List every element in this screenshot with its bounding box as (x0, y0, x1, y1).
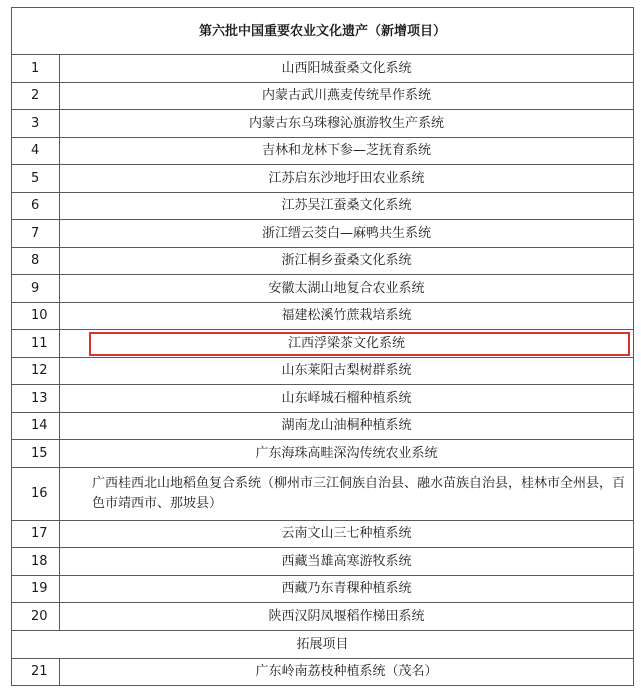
system-name: 福建松溪竹蔗栽培系统 (60, 302, 634, 330)
table-row (12, 82, 634, 110)
title-row (12, 8, 634, 55)
row-number: 18 (12, 548, 60, 576)
system-name: 内蒙古东乌珠穆沁旗游牧生产系统 (60, 110, 634, 138)
system-name: 山东莱阳古梨树群系统 (60, 357, 634, 385)
section-row (12, 630, 634, 658)
row-number: 7 (12, 220, 60, 248)
row-number: 17 (12, 520, 60, 548)
table-title: 第六批中国重要农业文化遗产（新增项目） (12, 8, 634, 55)
table-row (12, 302, 634, 330)
table-row-highlighted (12, 330, 634, 358)
table-row (12, 575, 634, 603)
system-name: 湖南龙山油桐种植系统 (60, 412, 634, 440)
system-name: 山西阳城蚕桑文化系统 (60, 55, 634, 83)
table-row (12, 440, 634, 468)
row-number: 11 (12, 330, 60, 358)
row-number: 8 (12, 247, 60, 275)
system-name: 西藏当雄高寒游牧系统 (60, 548, 634, 576)
table-row (12, 520, 634, 548)
row-number: 14 (12, 412, 60, 440)
table-row (12, 137, 634, 165)
table-row (12, 55, 634, 83)
table-row (12, 192, 634, 220)
row-number: 21 (12, 658, 60, 686)
system-name: 浙江桐乡蚕桑文化系统 (60, 247, 634, 275)
row-number: 4 (12, 137, 60, 165)
table-row (12, 357, 634, 385)
row-number: 16 (12, 467, 60, 520)
system-name: 浙江缙云茭白—麻鸭共生系统 (60, 220, 634, 248)
system-name: 云南文山三七种植系统 (60, 520, 634, 548)
table-row (12, 412, 634, 440)
table-row (12, 603, 634, 631)
row-number: 13 (12, 385, 60, 413)
system-name: 安徽太湖山地复合农业系统 (60, 275, 634, 303)
system-name: 陕西汉阴凤堰稻作梯田系统 (60, 603, 634, 631)
system-name: 广东岭南荔枝种植系统（茂名） (60, 658, 634, 686)
system-name: 西藏乃东青稞种植系统 (60, 575, 634, 603)
system-name: 江西浮梁茶文化系统 (287, 335, 405, 351)
row-number: 9 (12, 275, 60, 303)
row-number: 3 (12, 110, 60, 138)
row-number: 5 (12, 165, 60, 193)
table-row (12, 165, 634, 193)
row-number: 10 (12, 302, 60, 330)
table-row (12, 548, 634, 576)
system-name: 吉林和龙林下参—芝抚育系统 (60, 137, 634, 165)
row-number: 19 (12, 575, 60, 603)
system-name: 山东峄城石榴种植系统 (60, 385, 634, 413)
table-row (12, 247, 634, 275)
table-row (12, 275, 634, 303)
row-number: 2 (12, 82, 60, 110)
section-label: 拓展项目 (12, 630, 634, 658)
system-name: 江苏启东沙地圩田农业系统 (60, 165, 634, 193)
table-row (12, 220, 634, 248)
row-number: 6 (12, 192, 60, 220)
row-number: 20 (12, 603, 60, 631)
system-name: 广西桂西北山地稻鱼复合系统（柳州市三江侗族自治县、融水苗族自治县，桂林市全州县，百色市靖西市、那坡县） (60, 467, 634, 520)
table-row (12, 110, 634, 138)
table-row (12, 467, 634, 520)
row-number: 1 (12, 55, 60, 83)
row-number: 15 (12, 440, 60, 468)
system-name: 江苏吴江蚕桑文化系统 (60, 192, 634, 220)
system-name: 广东海珠高畦深沟传统农业系统 (60, 440, 634, 468)
system-name: 内蒙古武川燕麦传统旱作系统 (60, 82, 634, 110)
table-row (12, 658, 634, 686)
system-name-cell (60, 330, 634, 358)
table-row (12, 385, 634, 413)
row-number: 12 (12, 357, 60, 385)
heritage-table (11, 7, 634, 686)
